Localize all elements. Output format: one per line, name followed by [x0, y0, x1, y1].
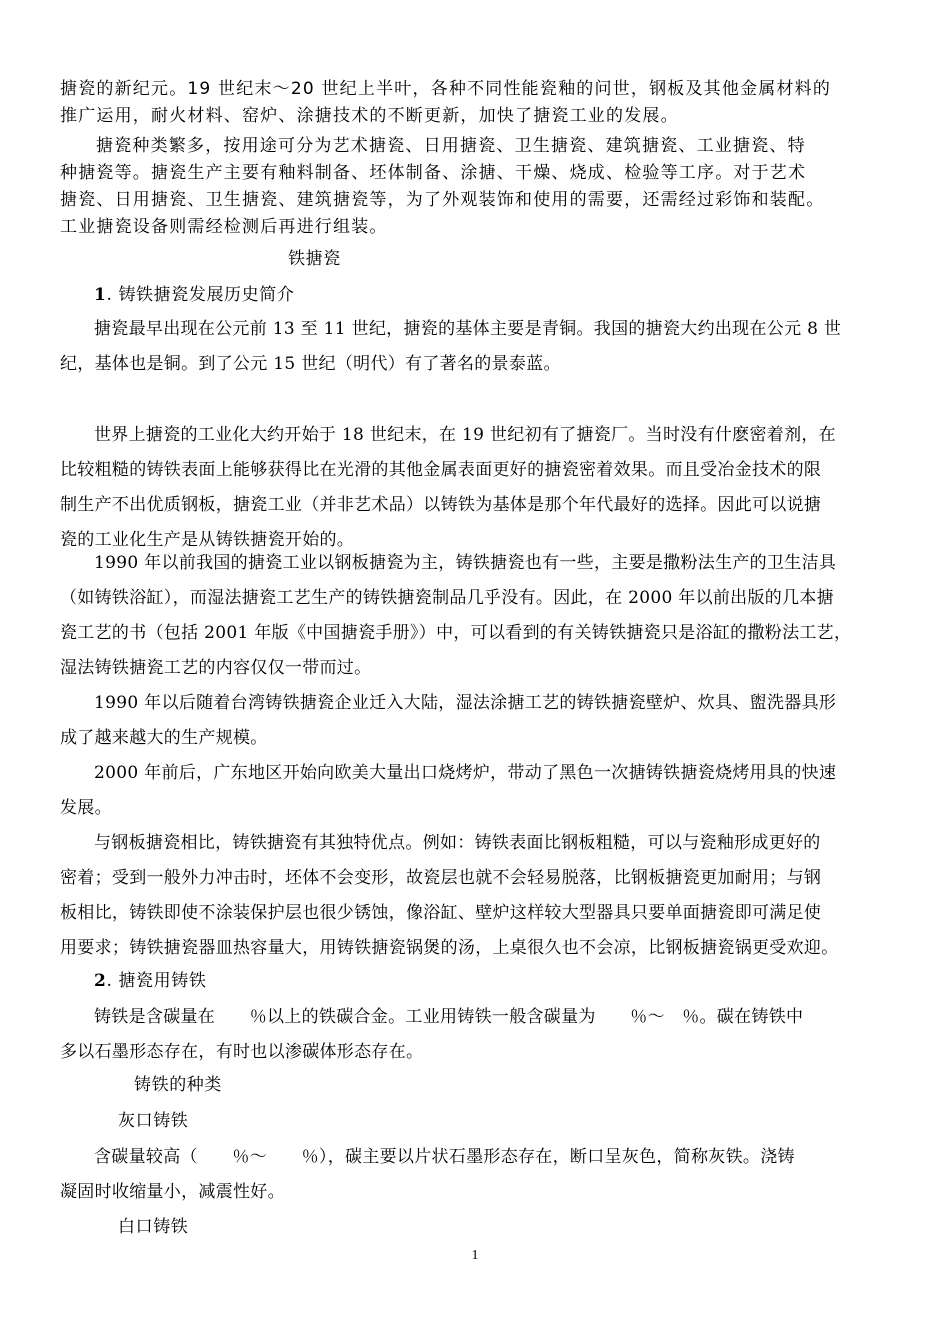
- white-iron-title: 白口铸铁: [118, 1217, 189, 1237]
- page-number: 1: [471, 1248, 479, 1263]
- text-line: 铸铁是含碳量在 ％以上的铁碳合金。工业用铸铁一般含碳量为 ％～ ％。碳在铸铁中: [94, 1007, 804, 1027]
- text-line: 含碳量较高（ ％～ ％），碳主要以片状石墨形态存在，断口呈灰色，简称灰铁。浇铸: [94, 1147, 795, 1167]
- text-line: 搪瓷种类繁多，按用途可分为艺术搪瓷、日用搪瓷、卫生搪瓷、建筑搪瓷、工业搪瓷、特: [96, 136, 806, 156]
- text-line: 密着；受到一般外力冲击时，坯体不会变形，故瓷层也就不会轻易脱落，比钢板搪瓷更加耐用；与钢: [60, 868, 822, 888]
- text-line: 凝固时收缩量小，减震性好。: [60, 1182, 285, 1202]
- text-line: 搪瓷、日用搪瓷、卫生搪瓷、建筑搪瓷等，为了外观装饰和使用的需要，还需经过彩饰和装配。: [60, 190, 825, 210]
- text-line: 纪，基体也是铜。到了公元 15 世纪（明代）有了著名的景泰蓝。: [60, 354, 561, 374]
- heading-1: [60, 278, 908, 313]
- text-line: 工业搪瓷设备则需经检测后再进行组装。: [60, 217, 388, 237]
- heading-2: [60, 964, 908, 999]
- heading-text: . 搪瓷用铸铁: [106, 971, 207, 991]
- text-line: 1990 年以前我国的搪瓷工业以钢板搪瓷为主，铸铁搪瓷也有一些，主要是撒粉法生产的卫生洁具: [94, 553, 837, 573]
- gray-iron-title: 灰口铸铁: [118, 1111, 189, 1131]
- heading-number: 2: [94, 971, 107, 991]
- heading-text: . 铸铁搪瓷发展历史简介: [106, 285, 295, 305]
- gray-iron-paragraph: [60, 1140, 908, 1210]
- text-line: 搪瓷的新纪元。19 世纪末～20 世纪上半叶，各种不同性能瓷釉的问世，钢板及其他金属材料的: [60, 79, 832, 99]
- text-line: 世界上搪瓷的工业化大约开始于 18 世纪末，在 19 世纪初有了搪瓷厂。当时没有什麽密着剂，在: [94, 425, 836, 445]
- text-line: 搪瓷最早出现在公元前 13 至 11 世纪，搪瓷的基体主要是青铜。我国的搪瓷大约出现在公元 8 世: [94, 319, 842, 339]
- text-line: 瓷工艺的书（包括 2001 年版《中国搪瓷手册》）中，可以看到的有关铸铁搪瓷只是浴缸的撒粉法工艺，: [60, 623, 852, 643]
- text-line: （如铸铁浴缸），而湿法搪瓷工艺生产的铸铁搪瓷制品几乎没有。因此，在 2000 年以前出版的几本搪: [60, 588, 834, 608]
- text-line: 种搪瓷等。搪瓷生产主要有釉料制备、坯体制备、涂搪、干燥、烧成、检验等工序。对于艺术: [60, 163, 807, 183]
- intro-paragraph-1: [60, 76, 908, 130]
- history-paragraph-2: [60, 418, 908, 558]
- section-title: 铁搪瓷: [288, 249, 341, 269]
- text-line: 1990 年以后随着台湾铸铁搪瓷企业迁入大陆，湿法涂搪工艺的铸铁搪瓷壁炉、炊具、盥洗器具形: [94, 693, 837, 713]
- history-paragraph-1: [60, 312, 908, 382]
- text-line: 2000 年前后，广东地区开始向欧美大量出口烧烤炉，带动了黑色一次搪铸铁搪瓷烧烤用具的快速: [94, 763, 837, 783]
- cast-iron-paragraph: [60, 1000, 908, 1070]
- text-line: 板相比，铸铁即使不涂装保护层也很少锈蚀，像浴缸、壁炉这样较大型器具只要单面搪瓷即可满足使: [60, 903, 822, 923]
- text-line: 发展。: [60, 798, 112, 818]
- heading-number: 1: [94, 285, 107, 305]
- text-line: 成了越来越大的生产规模。: [60, 728, 268, 748]
- text-line: 湿法铸铁搪瓷工艺的内容仅仅一带而过。: [60, 658, 372, 678]
- history-paragraph-3: [60, 546, 908, 686]
- text-line: 推广运用，耐火材料、窑炉、涂搪技术的不断更新，加快了搪瓷工业的发展。: [60, 106, 679, 126]
- text-line: 多以石墨形态存在，有时也以渗碳体形态存在。: [60, 1042, 424, 1062]
- types-title: 铸铁的种类: [134, 1075, 222, 1095]
- history-paragraph-5: [60, 756, 908, 826]
- text-line: 比较粗糙的铸铁表面上能够获得比在光滑的其他金属表面更好的搪瓷密着效果。而且受冶金技术的限: [60, 460, 822, 480]
- history-paragraph-4: [60, 686, 908, 756]
- text-line: 瓷的工业化生产是从铸铁搪瓷开始的。: [60, 530, 355, 550]
- text-line: 制生产不出优质钢板，搪瓷工业（并非艺术品）以铸铁为基体是那个年代最好的选择。因此可以说搪: [60, 495, 822, 515]
- intro-paragraph-2: [60, 133, 908, 241]
- history-paragraph-6: [60, 826, 908, 966]
- text-line: 用要求；铸铁搪瓷器皿热容量大，用铸铁搪瓷锅煲的汤，上桌很久也不会凉，比钢板搪瓷锅更受欢迎。: [60, 938, 839, 958]
- text-line: 与钢板搪瓷相比，铸铁搪瓷有其独特优点。例如：铸铁表面比钢板粗糙，可以与瓷釉形成更好的: [94, 833, 821, 853]
